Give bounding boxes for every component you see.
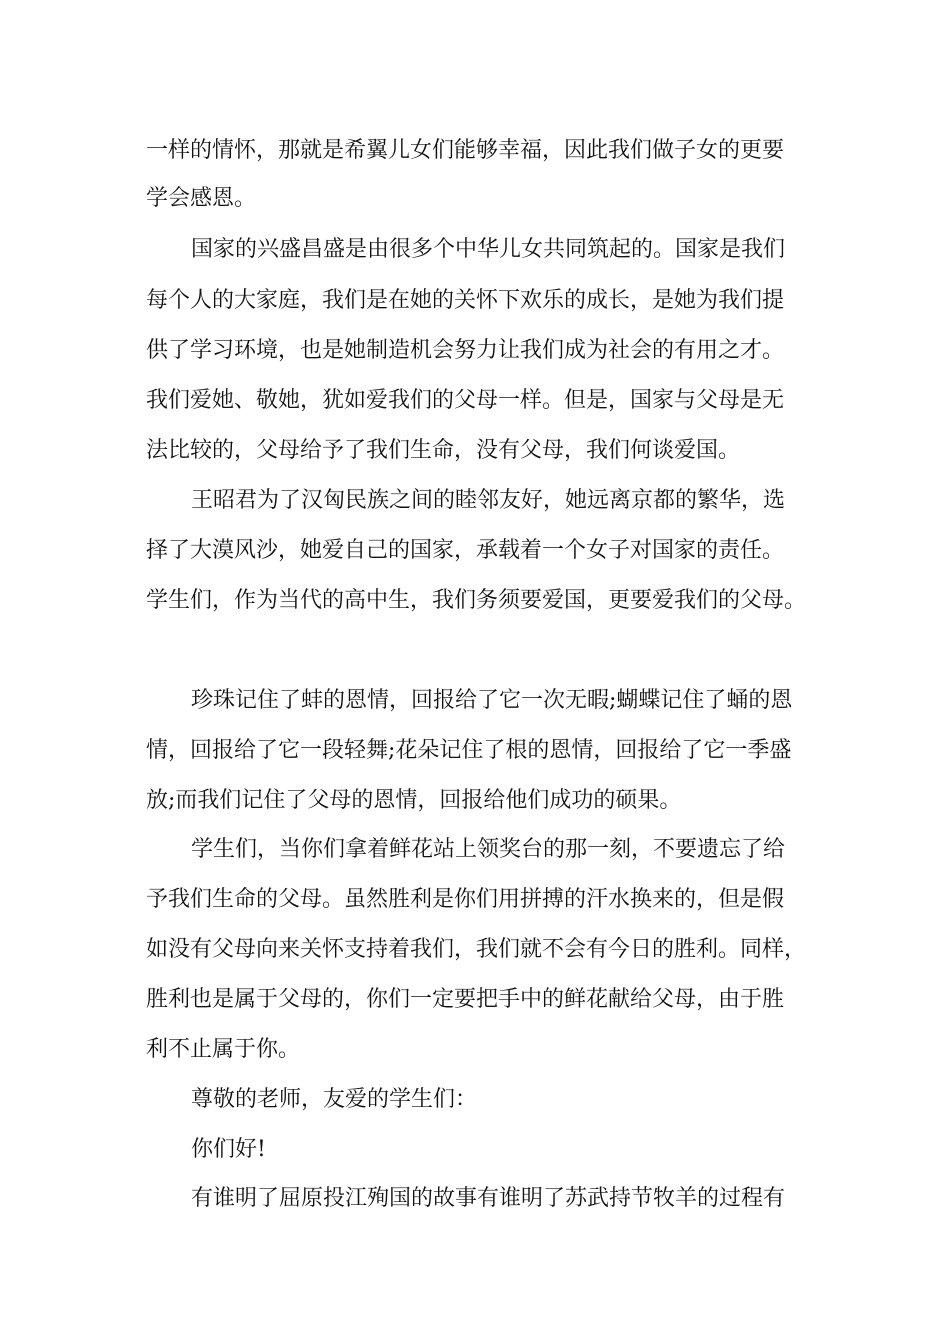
text-line: 每个人的大家庭，我们是在她的关怀下欢乐的成长，是她为我们提 bbox=[146, 288, 785, 313]
text-line: 学生们，作为当代的高中生，我们务须要爱国，更要爱我们的父母。 bbox=[146, 588, 807, 613]
text-line: 一样的情怀，那就是希翼儿女们能够幸福，因此我们做子女的更要 bbox=[146, 138, 785, 163]
text-line: 放;而我们记住了父母的恩情，回报给他们成功的硕果。 bbox=[146, 788, 682, 813]
text-line: 国家的兴盛昌盛是由很多个中华儿女共同筑起的。国家是我们 bbox=[191, 237, 786, 262]
text-line: 我们爱她、敬她，犹如爱我们的父母一样。但是，国家与父母是无 bbox=[146, 388, 785, 413]
text-line: 如没有父母向来关怀支持着我们，我们就不会有今日的胜利。同样， bbox=[146, 937, 807, 962]
text-line: 法比较的，父母给予了我们生命，没有父母，我们何谈爱国。 bbox=[146, 438, 741, 463]
text-line: 珍珠记住了蚌的恩情，回报给了它一次无暇;蝴蝶记住了蛹的恩 bbox=[191, 688, 793, 713]
text-line: 情，回报给了它一段轻舞;花朵记住了根的恩情，回报给了它一季盛 bbox=[146, 738, 792, 763]
text-line: 供了学习环境，也是她制造机会努力让我们成为社会的有用之才。 bbox=[146, 338, 785, 363]
text-line: 尊敬的老师，友爱的学生们： bbox=[191, 1087, 478, 1112]
text-line: 予我们生命的父母。虽然胜利是你们用拼搏的汗水换来的，但是假 bbox=[146, 887, 785, 912]
text-line: 择了大漠风沙，她爱自己的国家，承载着一个女子对国家的责任。 bbox=[146, 538, 785, 563]
text-line: 利不止属于你。 bbox=[146, 1037, 301, 1062]
text-line: 王昭君为了汉匈民族之间的睦邻友好，她远离京都的繁华，选 bbox=[191, 488, 786, 513]
text-line: 学会感恩。 bbox=[146, 186, 257, 211]
text-line: 胜利也是属于父母的，你们一定要把手中的鲜花献给父母，由于胜 bbox=[146, 987, 785, 1012]
text-line: 你们好! bbox=[191, 1137, 266, 1162]
text-line: 有谁明了屈原投江殉国的故事有谁明了苏武持节牧羊的过程有 bbox=[191, 1186, 786, 1211]
text-line: 学生们，当你们拿着鲜花站上领奖台的那一刻，不要遗忘了给 bbox=[191, 837, 786, 862]
